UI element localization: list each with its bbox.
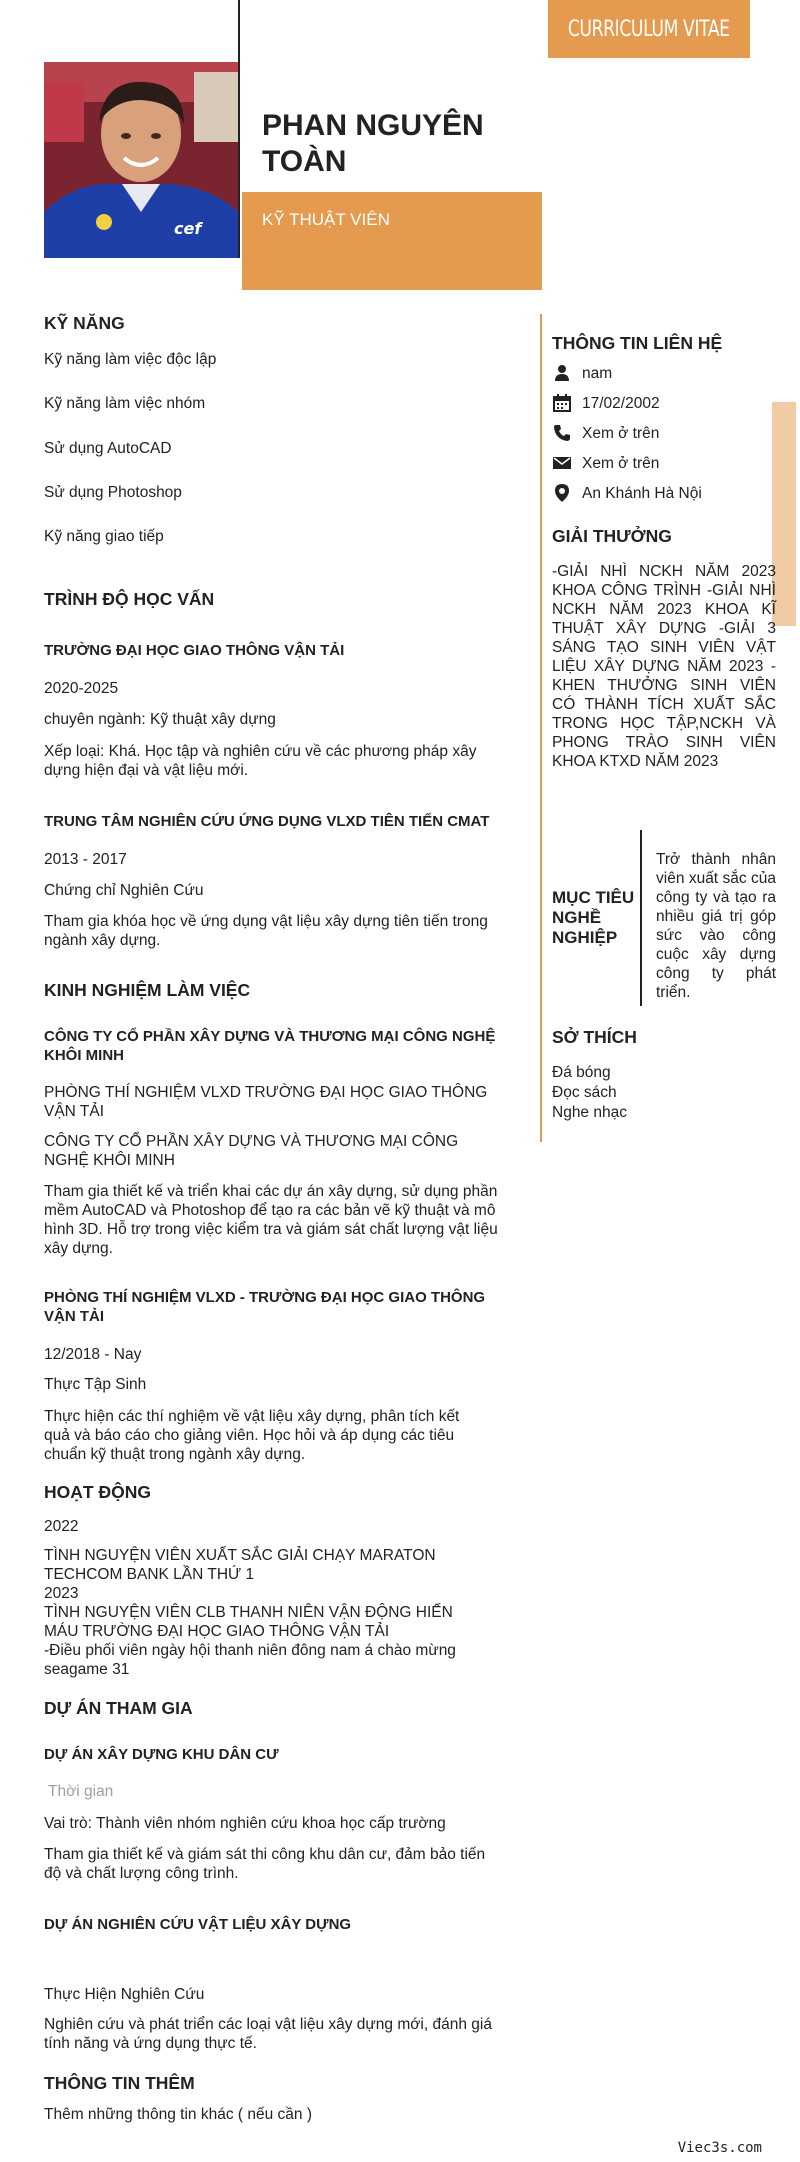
phone-icon — [552, 423, 572, 443]
contact-address — [552, 483, 702, 503]
awards-text: -GIẢI NHÌ NCKH NĂM 2023 KHOA CÔNG TRÌNH -GIẢI NHÌ NCKH NĂM 2023 KHOA KĨ THUẬT XÂY DỰNG -GIẢI 3 SÁNG TẠO SINH VIÊN VẬT LIỆU XÂY DỰNG NĂM 2023 -KHEN THƯỞNG SINH VIÊN CÓ THÀNH TÍCH XUẤT SẮC TRONG HỌC TẬP,NCKH VÀ PHONG TRÀO SINH VIÊN KHOA KTXD NĂM 2023 — [552, 563, 776, 770]
education-period: 2020-2025 — [44, 680, 119, 697]
experience-desc: Thực hiện các thí nghiệm về vật liệu xây dựng, phân tích kết quả và báo cáo cho giảng viên. Học hỏi và áp dụng các tiêu chuẩn kỹ thuật trong ngành xây dựng. — [44, 1408, 460, 1463]
experience-company: CÔNG TY CỔ PHẦN XÂY DỰNG VÀ THƯƠNG MẠI CÔNG NGHỆ KHÔI MINH — [44, 1028, 496, 1064]
experience-line: CÔNG TY CỔ PHẦN XÂY DỰNG VÀ THƯƠNG MẠI CÔNG NGHỆ KHÔI MINH — [44, 1133, 459, 1169]
project-desc: Tham gia thiết kế và giám sát thi công khu dân cư, đảm bảo tiến độ và chất lượng công trình. — [44, 1846, 486, 1882]
cv-banner: CURRICULUM VITAE — [548, 0, 750, 58]
activity-line: TÌNH NGUYỆN VIÊN XUẤT SẮC GIẢI CHẠY MARATON TECHCOM BANK LẦN THỨ 1 — [44, 1547, 436, 1583]
project-title: DỰ ÁN NGHIÊN CỨU VẬT LIỆU XÂY DỰNG — [44, 1916, 352, 1933]
education-desc: Xếp loại: Khá. Học tập và nghiên cứu về các phương pháp xây dựng hiện đại và vật liệu mới. — [44, 743, 477, 779]
education-period: 2013 - 2017 — [44, 851, 127, 868]
experience-company: PHÒNG THÍ NGHIỆM VLXD - TRƯỜNG ĐẠI HỌC GIAO THÔNG VẬN TẢI — [44, 1289, 486, 1325]
project-time: Thời gian — [48, 1783, 114, 1800]
skill-item: Sử dụng Photoshop — [44, 484, 182, 501]
education-school: TRUNG TÂM NGHIÊN CỨU ỨNG DỤNG VLXD TIÊN TIẾN CMAT — [44, 813, 490, 830]
location-pin-icon — [552, 483, 572, 503]
experience-heading: KINH NGHIỆM LÀM VIỆC — [44, 980, 251, 1000]
person-icon — [552, 363, 572, 383]
education-major: chuyên ngành: Kỹ thuật xây dựng — [44, 711, 276, 728]
contact-address-value: An Khánh Hà Nội — [582, 484, 702, 502]
avatar-illustration — [44, 62, 238, 258]
hobbies-heading: SỞ THÍCH — [552, 1027, 637, 1047]
activity-line: 2022 — [44, 1518, 79, 1535]
experience-line: 12/2018 - Nay — [44, 1346, 142, 1363]
contact-dob-value: 17/02/2002 — [582, 394, 660, 412]
goal-heading — [552, 888, 634, 948]
contact-email — [552, 453, 659, 473]
contact-gender-value: nam — [582, 364, 613, 382]
project-desc: Nghiên cứu và phát triển các loại vật liệu xây dựng mới, đánh giá tính năng và ứng dụng thực tế. — [44, 2016, 492, 2052]
project-role: Thực Hiện Nghiên Cứu — [44, 1986, 205, 2003]
extra-heading: THÔNG TIN THÊM — [44, 2073, 195, 2093]
goal-heading-line: NGHIỆP — [552, 928, 618, 947]
activity-line: 2023 — [44, 1585, 79, 1602]
contact-heading: THÔNG TIN LIÊN HỆ — [552, 333, 723, 353]
skill-item: Kỹ năng giao tiếp — [44, 528, 164, 545]
awards-heading: GIẢI THƯỞNG — [552, 526, 672, 546]
hobby-item: Đá bóng — [552, 1064, 611, 1081]
goal-text: Trở thành nhân viên xuất sắc của công ty và tạo ra nhiều giá trị góp sức vào công cuộc xây dựng công ty phát triển. — [656, 851, 776, 1001]
project-role: Vai trò: Thành viên nhóm nghiên cứu khoa học cấp trường — [44, 1815, 446, 1832]
experience-line: Thực Tập Sinh — [44, 1376, 147, 1393]
goal-divider — [640, 830, 642, 1006]
contact-phone — [552, 423, 659, 443]
header-divider — [238, 0, 240, 258]
experience-line: PHÒNG THÍ NGHIỆM VLXD TRƯỜNG ĐẠI HỌC GIAO THÔNG VẬN TẢI — [44, 1084, 488, 1120]
experience-desc: Tham gia thiết kế và triển khai các dự án xây dựng, sử dụng phần mềm AutoCAD và Photoshop để tạo ra các bản vẽ kỹ thuật và mô hình 3D. Hỗ trợ trong việc kiểm tra và giám sát chất lượng vật liệu xây dựng. — [44, 1183, 498, 1257]
calendar-icon — [552, 393, 572, 413]
education-desc: Tham gia khóa học về ứng dụng vật liệu xây dựng tiên tiến trong ngành xây dựng. — [44, 913, 488, 949]
education-heading: TRÌNH ĐỘ HỌC VẤN — [44, 589, 215, 609]
candidate-name: PHAN NGUYÊN TOÀN — [262, 109, 484, 178]
activity-line: -Điều phối viên ngày hội thanh niên đông nam á chào mừng seagame 31 — [44, 1642, 456, 1678]
hobby-item: Nghe nhạc — [552, 1104, 627, 1121]
goal-heading-line: MỤC TIÊU — [552, 888, 635, 907]
contact-gender — [552, 363, 612, 383]
contact-dob — [552, 393, 660, 413]
extra-text: Thêm những thông tin khác ( nếu cần ) — [44, 2106, 313, 2123]
contact-phone-value: Xem ở trên — [582, 424, 660, 442]
role-box — [242, 192, 542, 290]
activities-heading: HOẠT ĐỘNG — [44, 1482, 151, 1502]
education-school: TRƯỜNG ĐẠI HỌC GIAO THÔNG VẬN TẢI — [44, 642, 345, 659]
activity-line: TÌNH NGUYỆN VIÊN CLB THANH NIÊN VẬN ĐỘNG HIẾN MÁU TRƯỜNG ĐẠI HỌC GIAO THÔNG VẬN TẢI — [44, 1604, 453, 1640]
envelope-icon — [552, 453, 572, 473]
job-title: KỸ THUẬT VIÊN — [262, 210, 390, 229]
skill-item: Kỹ năng làm việc nhóm — [44, 395, 206, 412]
skill-item: Kỹ năng làm việc độc lập — [44, 351, 217, 368]
hobby-item: Đọc sách — [552, 1084, 617, 1101]
skills-heading: KỸ NĂNG — [44, 313, 125, 333]
avatar-photo — [44, 62, 238, 258]
contact-email-value: Xem ở trên — [582, 454, 660, 472]
projects-heading: DỰ ÁN THAM GIA — [44, 1698, 193, 1718]
education-major: Chứng chỉ Nghiên Cứu — [44, 882, 204, 899]
project-title: DỰ ÁN XÂY DỰNG KHU DÂN CƯ — [44, 1746, 279, 1763]
footer-watermark: Viec3s.com — [677, 2140, 762, 2156]
goal-heading-line: NGHỀ — [552, 908, 602, 927]
skill-item: Sử dụng AutoCAD — [44, 440, 172, 457]
right-column-divider — [540, 314, 542, 1142]
svg-text:cef: cef — [174, 219, 202, 238]
